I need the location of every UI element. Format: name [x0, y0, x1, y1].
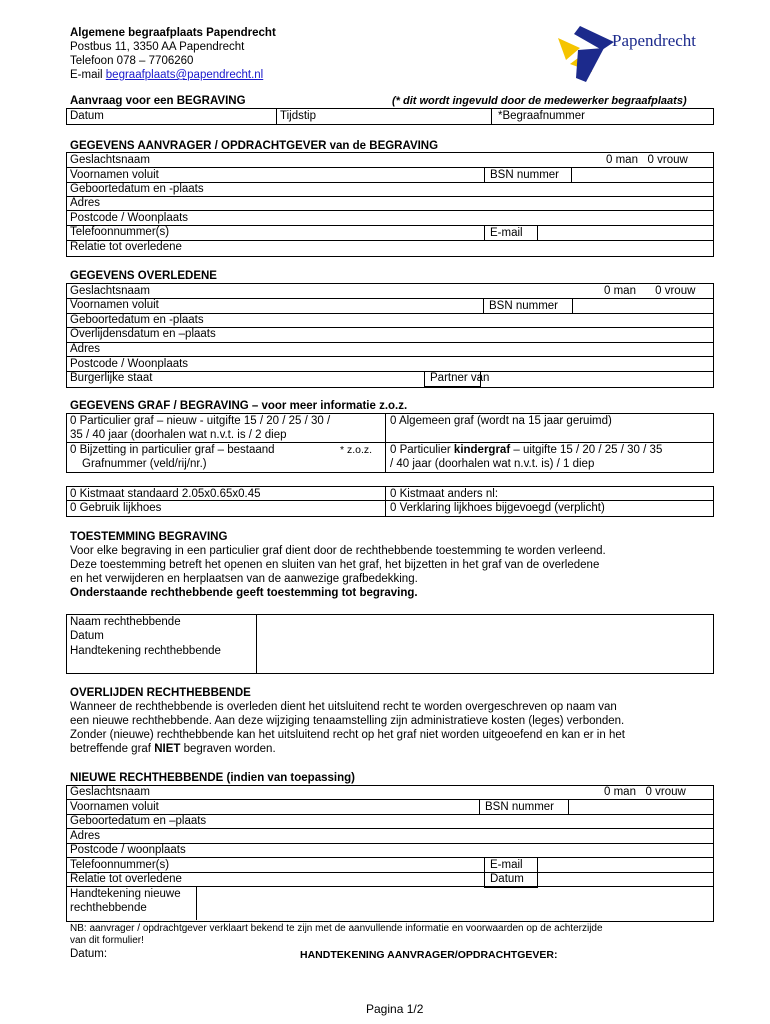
new-holder-bsn: BSN nummer	[485, 801, 555, 813]
papendrecht-logo	[556, 20, 716, 84]
email-label: E-mail	[70, 69, 106, 81]
deceased-voornamen: Voornamen voluit	[70, 299, 159, 311]
org-phone: Telefoon 078 – 7706260	[70, 55, 194, 67]
page-number: Pagina 1/2	[366, 1002, 424, 1016]
deceased-partner: Partner van	[430, 372, 490, 384]
grave-title: GEGEVENS GRAF / BEGRAVING – voor meer informatie z.o.z.	[70, 400, 408, 412]
applicant-adres: Adres	[70, 197, 101, 209]
footer-handtekening: HANDTEKENING AANVRAGER/OPDRACHTGEVER:	[300, 949, 558, 961]
deceased-geboorte: Geboortedatum en -plaats	[70, 314, 204, 326]
applicant-relatie: Relatie tot overledene	[70, 241, 182, 253]
kistmaat-standaard[interactable]: 0 Kistmaat standaard 2.05x0.65x0.45	[70, 488, 261, 500]
new-holder-handtekening-2: rechthebbende	[70, 902, 147, 914]
death-holder-line-2: een nieuwe rechthebbende. Aan deze wijziging tenaamstelling zijn administratieve kosten (leges) verbonden.	[70, 715, 625, 727]
kindergraf-pre: 0 Particulier	[390, 444, 454, 456]
new-holder-voornamen: Voornamen voluit	[70, 801, 159, 813]
applicant-email: E-mail	[490, 227, 523, 239]
deceased-postcode: Postcode / Woonplaats	[70, 358, 189, 370]
verklaring-lijkhoes[interactable]: 0 Verklaring lijkhoes bijgevoegd (verplicht)	[390, 502, 605, 514]
consent-line-4: Onderstaande rechthebbende geeft toestemming tot begraving.	[70, 587, 418, 599]
new-holder-relatie: Relatie tot overledene	[70, 873, 182, 885]
org-address: Postbus 11, 3350 AA Papendrecht	[70, 41, 245, 53]
kindergraf-post: – uitgifte 15 / 20 / 25 / 30 / 35	[510, 444, 663, 456]
request-begraafnummer-label: *Begraafnummer	[498, 110, 585, 122]
applicant-geboorte: Geboortedatum en -plaats	[70, 183, 204, 195]
grave-bijzetting-1[interactable]: 0 Bijzetting in particulier graf – bestaand	[70, 444, 275, 456]
consent-handtekening: Handtekening rechthebbende	[70, 645, 221, 657]
new-holder-telefoon: Telefoonnummer(s)	[70, 859, 170, 871]
new-holder-handtekening-1: Handtekening nieuwe	[70, 888, 181, 900]
footer-nb-2: van dit formulier!	[70, 935, 144, 946]
request-note: (* dit wordt ingevuld door de medewerker begraafplaats)	[392, 95, 687, 107]
applicant-bsn: BSN nummer	[490, 169, 560, 181]
grave-bijzetting-2: Grafnummer (veld/rij/nr.)	[82, 458, 207, 470]
deceased-bsn: BSN nummer	[489, 300, 559, 312]
consent-line-1: Voor elke begraving in een particulier graf dient door de rechthebbende toestemming te worden verleend.	[70, 545, 606, 557]
request-datum-label: Datum	[70, 110, 104, 122]
grave-algemeen[interactable]: 0 Algemeen graf (wordt na 15 jaar geruimd)	[390, 415, 612, 427]
gebruik-lijkhoes[interactable]: 0 Gebruik lijkhoes	[70, 502, 162, 514]
new-holder-email: E-mail	[490, 859, 523, 871]
applicant-postcode: Postcode / Woonplaats	[70, 212, 189, 224]
grave-particulier-2: 35 / 40 jaar (doorhalen wat n.v.t. is / 2 diep	[70, 429, 287, 441]
grave-bijzetting-zoz: * z.o.z.	[340, 444, 373, 456]
new-holder-datum: Datum	[490, 873, 524, 885]
email-link[interactable]: begraafplaats@papendrecht.nl	[105, 69, 264, 81]
death-holder-line-4-post: begraven worden.	[180, 743, 276, 755]
consent-datum: Datum	[70, 630, 104, 642]
consent-title: TOESTEMMING BEGRAVING	[70, 531, 228, 543]
applicant-gender[interactable]: 0 man 0 vrouw	[606, 154, 688, 166]
new-holder-adres: Adres	[70, 830, 101, 842]
applicant-telefoon: Telefoonnummer(s)	[70, 226, 170, 238]
new-holder-postcode: Postcode / woonplaats	[70, 844, 186, 856]
death-holder-line-4	[70, 742, 276, 756]
new-holder-geboorte: Geboortedatum en –plaats	[70, 815, 207, 827]
death-holder-line-4-pre: betreffende graf	[70, 743, 155, 755]
footer-datum: Datum:	[70, 948, 108, 960]
deceased-overlijden: Overlijdensdatum en –plaats	[70, 328, 216, 340]
request-row	[66, 108, 714, 125]
org-name: Algemene begraafplaats Papendrecht	[70, 27, 276, 39]
request-title: Aanvraag voor een BEGRAVING	[70, 95, 246, 107]
consent-line-3: en het verwijderen en herplaatsen van de aanwezige grafbedekking.	[70, 573, 418, 585]
applicant-voornamen: Voornamen voluit	[70, 169, 159, 181]
grave-kinder-2: / 40 jaar (doorhalen wat n.v.t. is) / 1 diep	[390, 458, 595, 470]
footer-nb-1: NB: aanvrager / opdrachtgever verklaart bekend te zijn met de aanvullende informatie en voorwaarden op de achterzijde	[70, 923, 603, 934]
deceased-gender[interactable]: 0 man 0 vrouw	[604, 285, 696, 297]
applicant-geslachtsnaam: Geslachtsnaam	[70, 154, 150, 166]
new-holder-geslachtsnaam: Geslachtsnaam	[70, 786, 150, 798]
deceased-title: GEGEVENS OVERLEDENE	[70, 270, 217, 282]
kistmaat-anders[interactable]: 0 Kistmaat anders nl:	[390, 488, 499, 500]
kindergraf-bold: kindergraf	[453, 444, 511, 456]
new-holder-title: NIEUWE RECHTHEBBENDE (indien van toepassing)	[70, 772, 355, 784]
death-holder-line-3: Zonder (nieuwe) rechthebbende kan het uitsluitend recht op het graf niet worden uitgeoefend en kan er in het	[70, 729, 625, 741]
deceased-geslachtsnaam: Geslachtsnaam	[70, 285, 150, 297]
consent-naam: Naam rechthebbende	[70, 616, 181, 628]
consent-line-2: Deze toestemming betreft het openen en sluiten van het graf, het bijzetten in het graf van de overledene	[70, 559, 600, 571]
grave-particulier-1[interactable]: 0 Particulier graf – nieuw - uitgifte 15 / 20 / 25 / 30 /	[70, 415, 331, 427]
org-email-line	[70, 68, 263, 82]
death-holder-title: OVERLIJDEN RECHTHEBBENDE	[70, 687, 251, 699]
applicant-title: GEGEVENS AANVRAGER / OPDRACHTGEVER van de BEGRAVING	[70, 140, 439, 152]
deceased-burgerlijke: Burgerlijke staat	[70, 372, 153, 384]
death-holder-niet: NIET	[154, 743, 181, 755]
request-tijdstip-label: Tijdstip	[280, 110, 316, 122]
logo-text: Papendrecht	[612, 31, 697, 50]
logo-mark-icon	[556, 20, 716, 84]
grave-kindergraf[interactable]	[390, 443, 662, 457]
new-holder-gender[interactable]: 0 man 0 vrouw	[604, 786, 686, 798]
deceased-adres: Adres	[70, 343, 101, 355]
death-holder-line-1: Wanneer de rechthebbende is overleden dient het uitsluitend recht te worden overgeschreven op naam van	[70, 701, 617, 713]
